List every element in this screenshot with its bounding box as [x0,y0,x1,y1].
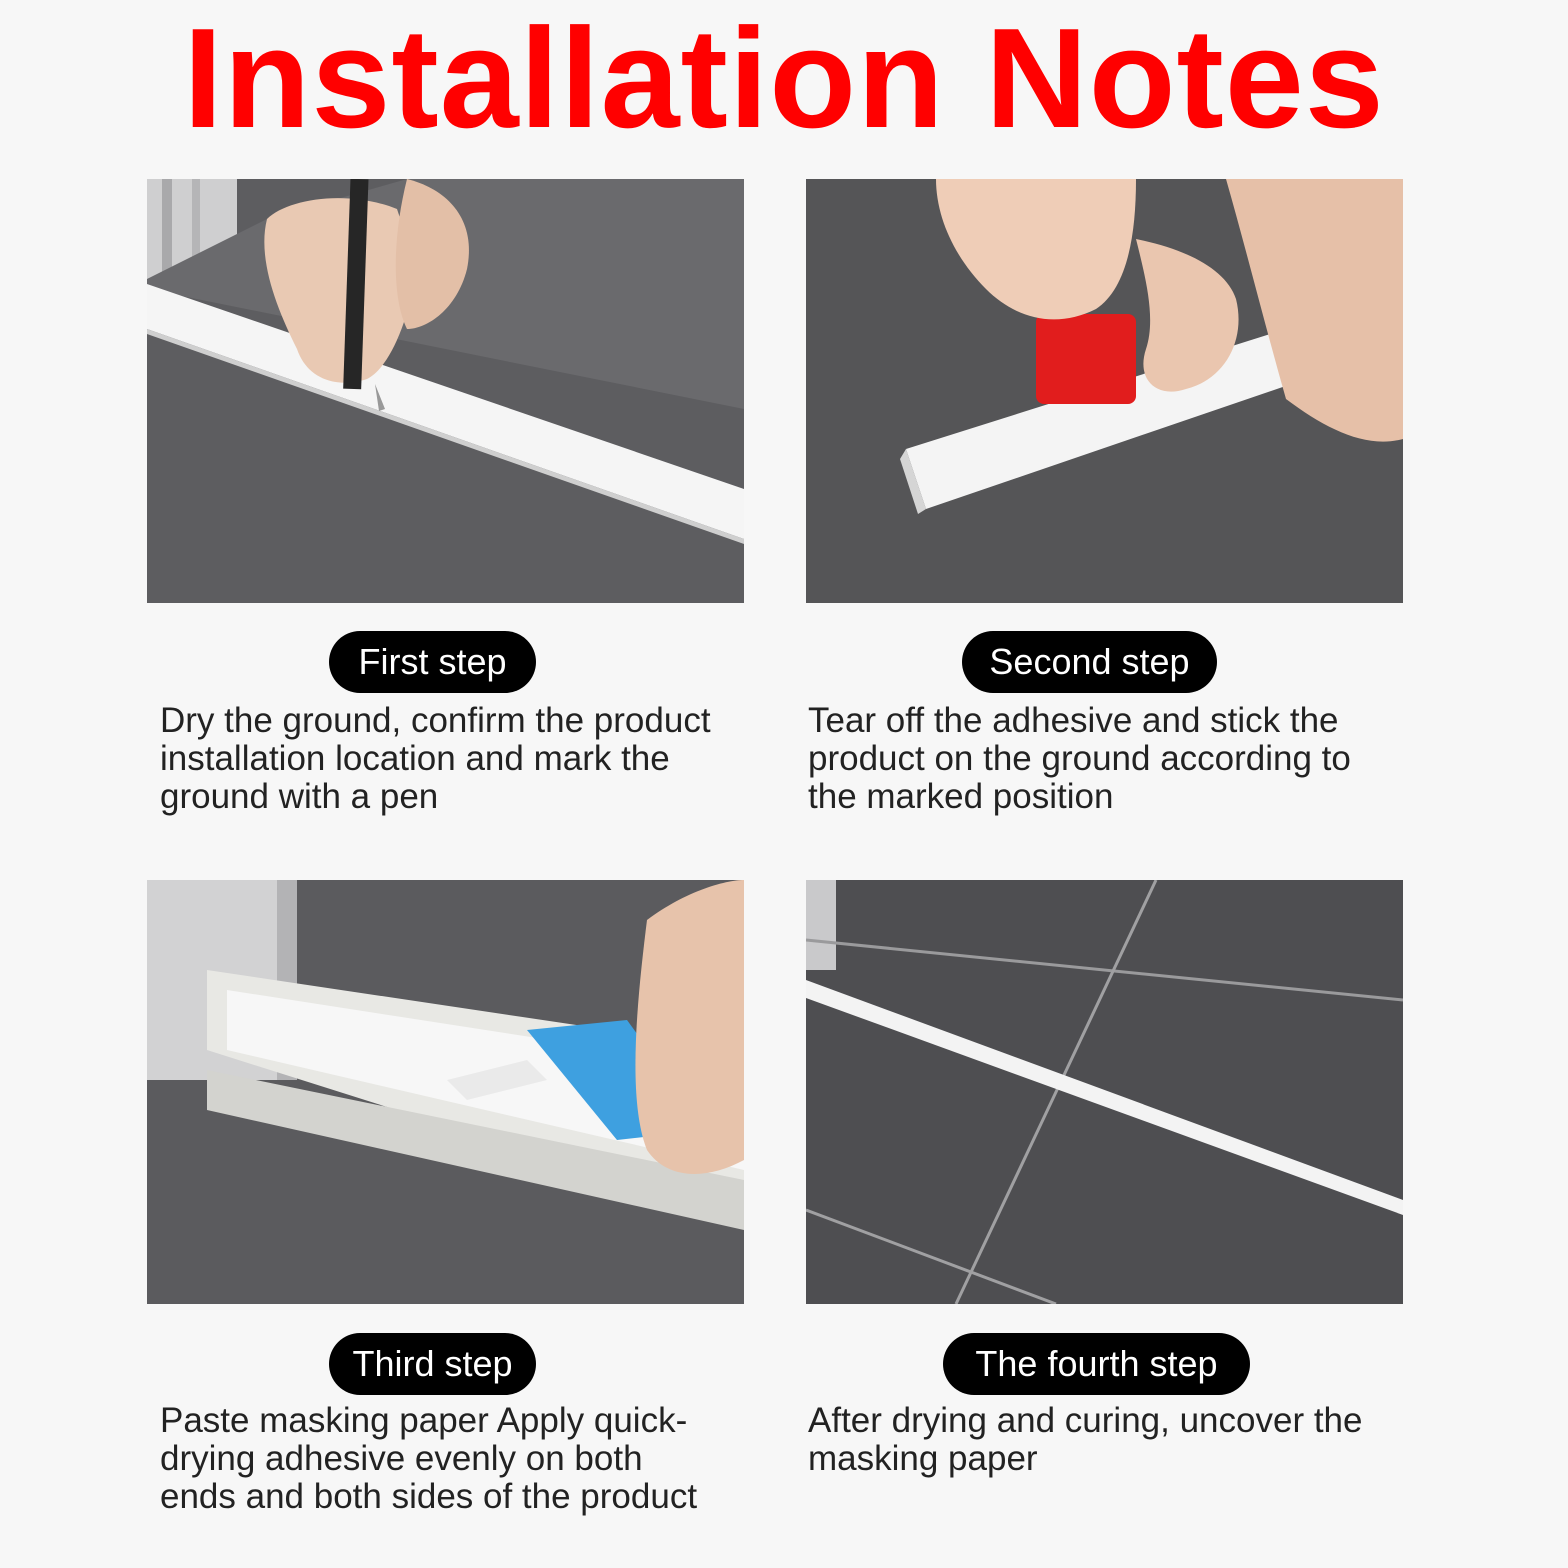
step-badge-second: Second step [962,631,1217,693]
step-description-second: Tear off the adhesive and stick the product on the ground according to the marked position [808,701,1351,816]
pen-marking-photo [147,179,744,603]
finished-strip-photo [806,880,1403,1304]
step-description-third: Paste masking paper Apply quick-drying adhesive evenly on both ends and both sides of the product [160,1401,698,1516]
page-title: Installation Notes [183,0,1385,158]
step-description-fourth: After drying and curing, uncover the masking paper [808,1401,1363,1478]
applying-glue-photo [147,880,744,1304]
step-badge-fourth: The fourth step [943,1333,1250,1395]
step-badge-first: First step [329,631,536,693]
step-badge-third: Third step [329,1333,536,1395]
step-description-first: Dry the ground, confirm the product installation location and mark the ground with a pen [160,701,711,816]
peeling-adhesive-photo [806,179,1403,603]
